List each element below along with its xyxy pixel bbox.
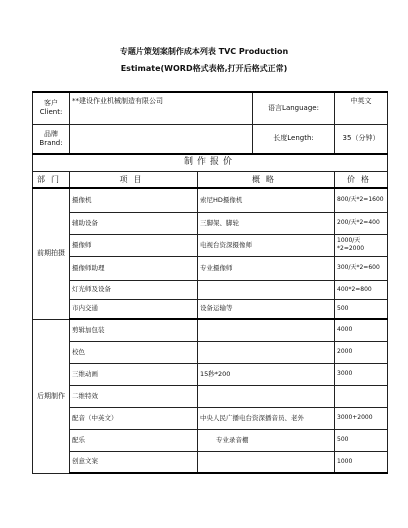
item-cell: 摄像机 [70,188,198,212]
length-value: 35（分钟） [335,124,388,154]
table-row [33,256,388,280]
item-cell: 校色 [70,341,198,363]
price-cell: 500 [335,429,388,451]
price-cell: 2000 [335,341,388,363]
price-cell: 1000 [335,451,388,473]
price-cell: 300/天*2=600 [335,256,388,280]
group-pre-shooting: 前期拍摄 [33,188,70,319]
quotation-table [32,91,388,474]
item-cell: 三维动画 [70,363,198,385]
table-row [33,363,388,385]
desc-cell [198,280,335,299]
group-post-production: 后期制作 [33,319,70,473]
table-row [33,385,388,407]
table-row [33,319,388,341]
desc-cell: 中央人民广播电台资深播音员、老外 [198,407,335,429]
item-cell: 摄像师助理 [70,256,198,280]
table-row [33,188,388,212]
desc-cell [198,385,335,407]
table-row [33,429,388,451]
desc-cell: 电视台资深摄像师 [198,234,335,256]
brand-row [33,124,388,154]
section-title-row [33,154,388,171]
desc-cell: 索尼HD摄像机 [198,188,335,212]
desc-cell: 设备运输等 [198,299,335,319]
client-value: **建设作业机械制造有限公司 [70,92,253,124]
desc-cell [198,319,335,341]
price-cell: 4000 [335,319,388,341]
document-subtitle: Estimate(WORD格式表格,打开后格式正常) [120,64,288,73]
section-title: 制作报价 [33,154,388,171]
table-row [33,280,388,299]
price-cell: 500 [335,299,388,319]
column-header-item: 项目 [70,171,198,188]
document-title: 专题片策划案制作成本列表 TVC Production [119,47,289,56]
item-cell: 摄像师 [70,234,198,256]
desc-cell: 三脚架、脚轮 [198,212,335,234]
item-cell: 创意文案 [70,451,198,473]
item-cell: 市内交通 [70,299,198,319]
desc-cell: 专业录音棚 [198,429,335,451]
length-label: 长度Length: [253,124,335,154]
brand-value [70,124,253,154]
column-header-dept: 部门 [33,171,70,188]
price-cell: 800/天*2=1600 [335,188,388,212]
table-row [33,407,388,429]
language-label: 语言Language: [253,92,335,124]
language-value: 中英文 [335,92,388,124]
price-cell: 3000 [335,363,388,385]
item-cell: 剪辑加包装 [70,319,198,341]
table-row [33,341,388,363]
price-cell [335,385,388,407]
price-cell: 400*2=800 [335,280,388,299]
column-header-price: 价格 [335,171,388,188]
desc-cell: 专业摄像师 [198,256,335,280]
table-row [33,299,388,319]
table-row [33,212,388,234]
brand-label: 品牌Brand: [33,124,70,154]
column-header-desc: 概略 [198,171,335,188]
client-row [33,92,388,124]
item-cell: 配音（中英文） [70,407,198,429]
client-label: 客户Client: [33,92,70,124]
table-row [33,451,388,473]
item-cell: 配乐 [70,429,198,451]
item-cell: 二维特效 [70,385,198,407]
table-row [33,234,388,256]
price-cell: 3000+2000 [335,407,388,429]
column-header-row [33,171,388,188]
desc-cell: 15秒*200 [198,363,335,385]
price-cell: 200/天*2=400 [335,212,388,234]
desc-cell [198,341,335,363]
item-cell: 辅助设备 [70,212,198,234]
price-cell: 1000/天*2=2000 [335,234,388,256]
item-cell: 灯光师及设备 [70,280,198,299]
desc-cell [198,451,335,473]
